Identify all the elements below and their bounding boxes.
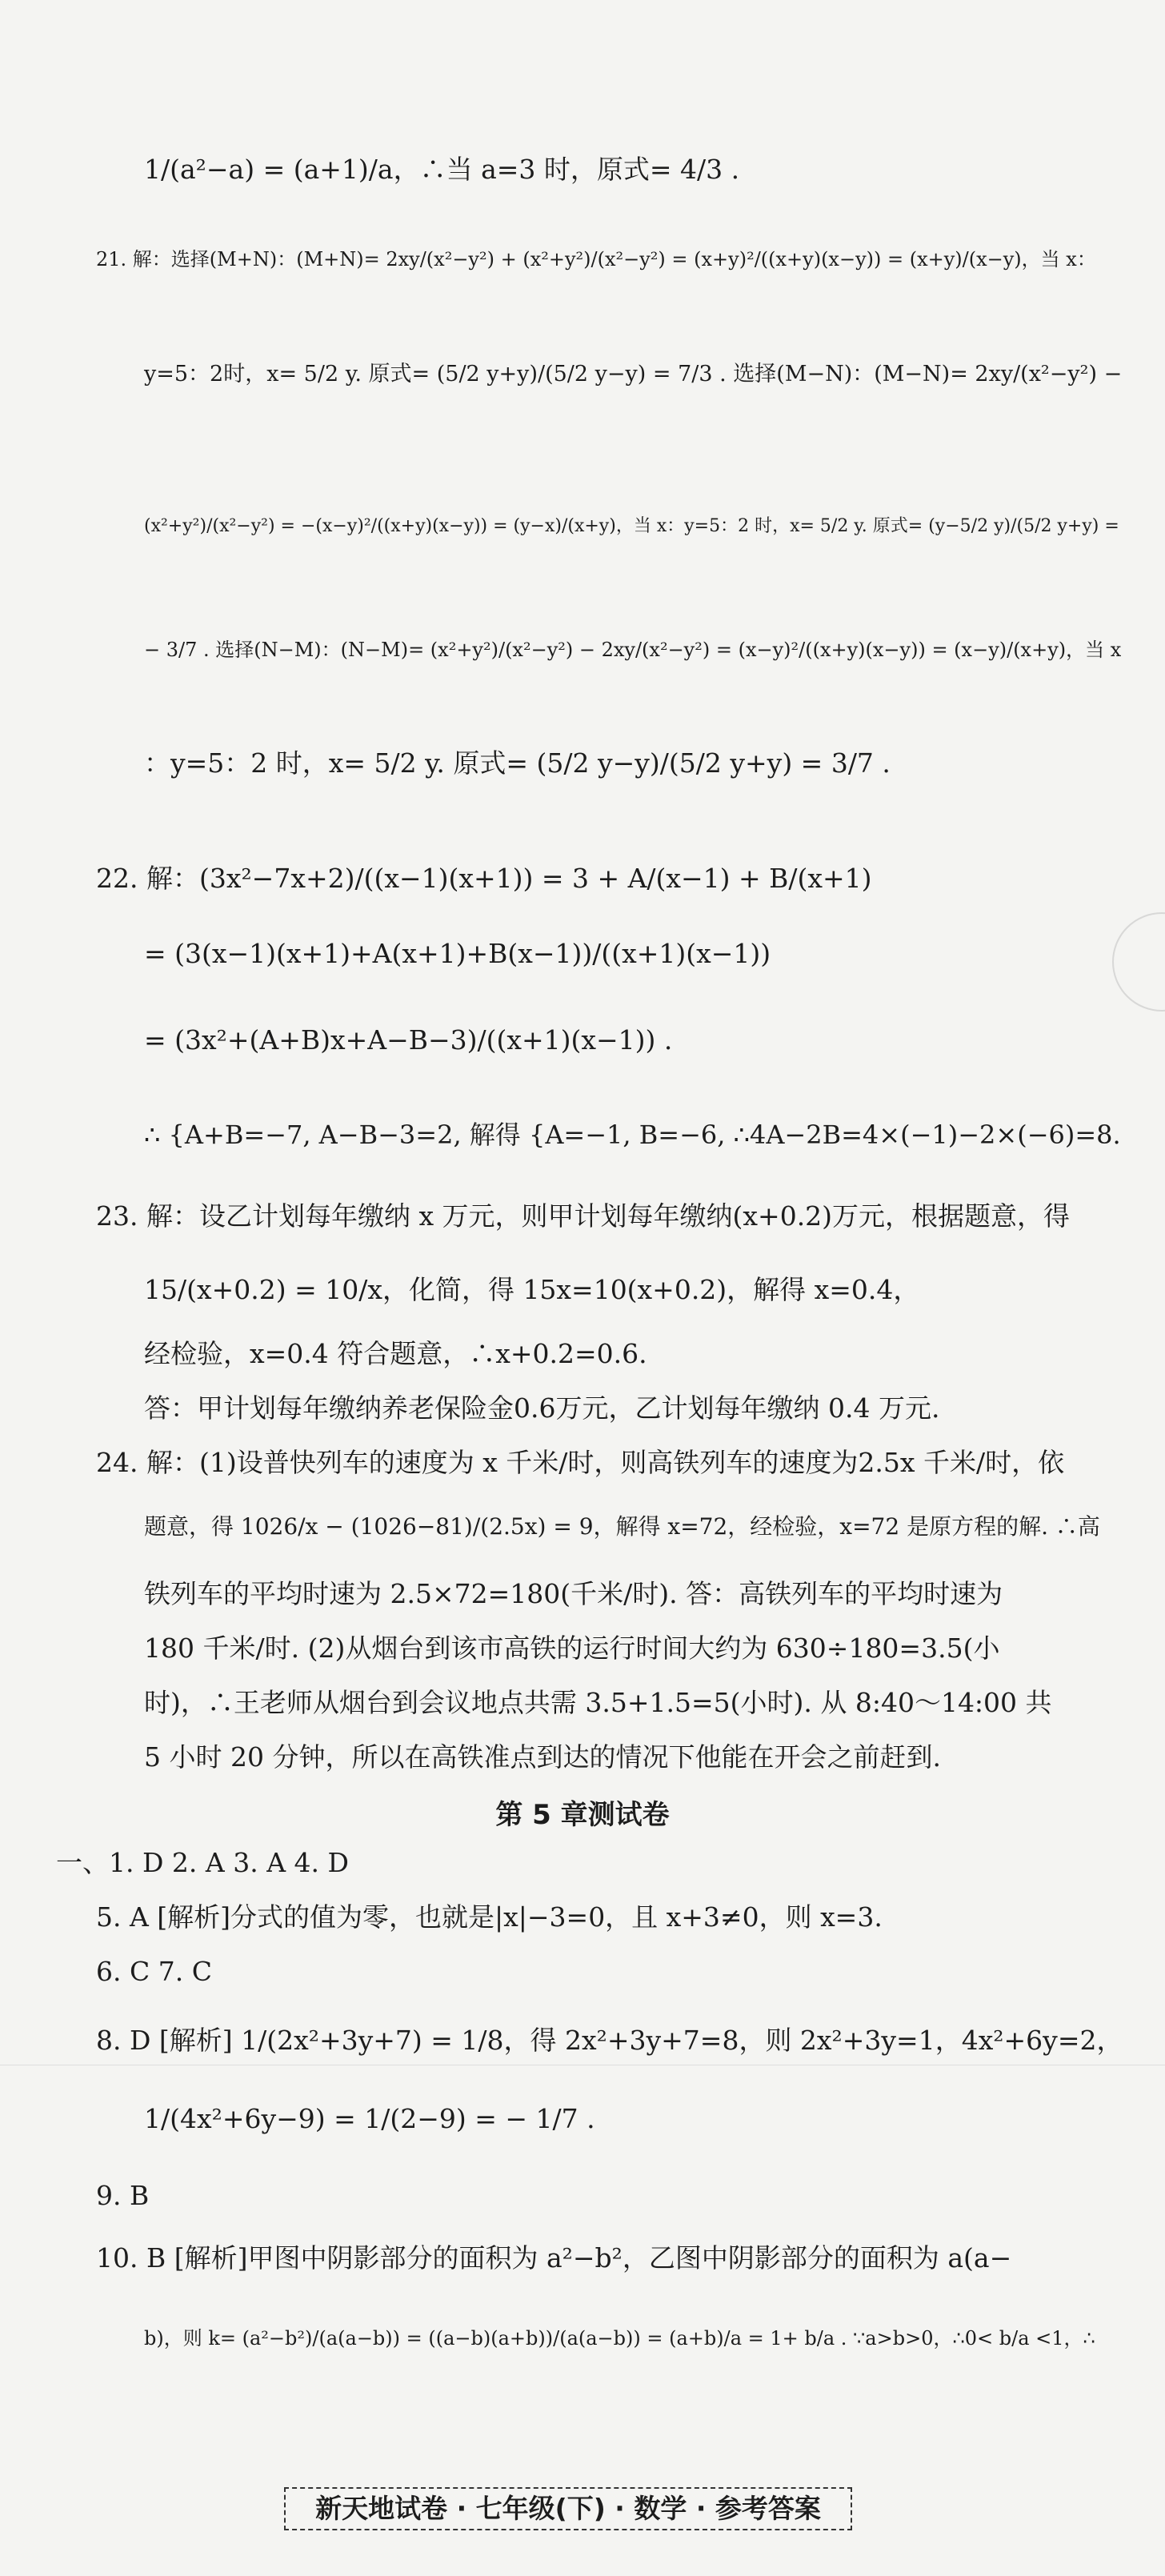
line-12: 15/(x+0.2) = 10/x，化简，得 15x=10(x+0.2)，解得 x=0.4， (144, 1274, 920, 1305)
footer-banner: 新天地试卷 · 七年级(下) · 数学 · 参考答案 (284, 2487, 852, 2530)
line-14: 答：甲计划每年缴纳养老保险金0.6万元，乙计划每年缴纳 0.4 万元. (144, 1392, 940, 1424)
line-26: 9. B (96, 2180, 150, 2211)
line-13: 经检验，x=0.4 符合题意，∴x+0.2=0.6. (144, 1338, 647, 1369)
line-2: 21. 解：选择(M+N)：(M+N)= 2xy/(x²−y²) + (x²+y²)/(x²−y²) = (x+y)²/((x+y)(x−y)) = (x+y)/(x−y)，当 x： (96, 248, 1096, 270)
line-6: ：y=5：2 时，x= 5/2 y. 原式= (5/2 y−y)/(5/2 y+y) = 3/7 . (144, 747, 891, 779)
line-27: 10. B [解析]甲图中阴影部分的面积为 a²−b²，乙图中阴影部分的面积为 a(a− (96, 2242, 1012, 2274)
line-23: 6. C 7. C (96, 1956, 212, 1987)
line-17: 铁列车的平均时速为 2.5×72=180(千米/时). 答：高铁列车的平均时速为 (144, 1578, 1003, 1609)
line-16: 题意，得 1026/x − (1026−81)/(2.5x) = 9，解得 x=72，经检验，x=72 是原方程的解. ∴高 (144, 1513, 1100, 1540)
line-24: 8. D [解析] 1/(2x²+3y+7) = 1/8，得 2x²+3y+7=8，则 2x²+3y=1，4x²+6y=2， (96, 2025, 1123, 2056)
line-22: 5. A [解析]分式的值为零，也就是|x|−3=0，且 x+3≠0，则 x=3. (96, 1901, 883, 1933)
line-15: 24. 解：(1)设普快列车的速度为 x 千米/时，则高铁列车的速度为2.5x 千米/时，依 (96, 1447, 1065, 1478)
line-20: 5 小时 20 分钟，所以在高铁准点到达的情况下他能在开会之前赶到. (144, 1741, 941, 1773)
line-11: 23. 解：设乙计划每年缴纳 x 万元，则甲计划每年缴纳(x+0.2)万元，根据题意，得 (96, 1200, 1071, 1232)
line-8: = (3(x−1)(x+1)+A(x+1)+B(x−1))/((x+1)(x−1)) (144, 938, 771, 969)
line-4: (x²+y²)/(x²−y²) = −(x−y)²/((x+y)(x−y)) = (y−x)/(x+y)，当 x：y=5：2 时，x= 5/2 y. 原式= (y−5/2 y)/(5/2 y+y) = (144, 516, 1119, 536)
line-10: ∴ {A+B=−7, A−B−3=2, 解得 {A=−1, B=−6, ∴4A−2B=4×(−1)−2×(−6)=8. (144, 1120, 1121, 1150)
line-3: y=5：2时，x= 5/2 y. 原式= (5/2 y+y)/(5/2 y−y) = 7/3 . 选择(M−N)：(M−N)= 2xy/(x²−y²) − (144, 362, 1123, 387)
section-title: 第 5 章测试卷 (495, 1799, 670, 1831)
line-21: 一、1. D 2. A 3. A 4. D (56, 1847, 349, 1878)
line-19: 时)，∴王老师从烟台到会议地点共需 3.5+1.5=5(小时). 从 8:40～14:00 共 (144, 1687, 1052, 1718)
line-1: 1/(a²−a) = (a+1)/a，∴当 a=3 时，原式= 4/3 . (144, 154, 740, 185)
line-5: − 3/7 . 选择(N−M)：(N−M)= (x²+y²)/(x²−y²) − 2xy/(x²−y²) = (x−y)²/((x+y)(x−y)) = (x−y)/(x+y)，当 x (144, 639, 1122, 661)
line-25: 1/(4x²+6y−9) = 1/(2−9) = − 1/7 . (144, 2103, 595, 2134)
line-9: = (3x²+(A+B)x+A−B−3)/((x+1)(x−1)) . (144, 1024, 673, 1056)
stamp-mark (1112, 912, 1165, 1012)
line-7: 22. 解：(3x²−7x+2)/((x−1)(x+1)) = 3 + A/(x−1) + B/(x+1) (96, 863, 872, 894)
line-18: 180 千米/时. (2)从烟台到该市高铁的运行时间大约为 630÷180=3.5(小 (144, 1633, 1000, 1664)
line-28: b)，则 k= (a²−b²)/(a(a−b)) = ((a−b)(a+b))/(a(a−b)) = (a+b)/a = 1+ b/a . ∵a>b>0，∴0< b/a <1，∴ (144, 2327, 1095, 2350)
